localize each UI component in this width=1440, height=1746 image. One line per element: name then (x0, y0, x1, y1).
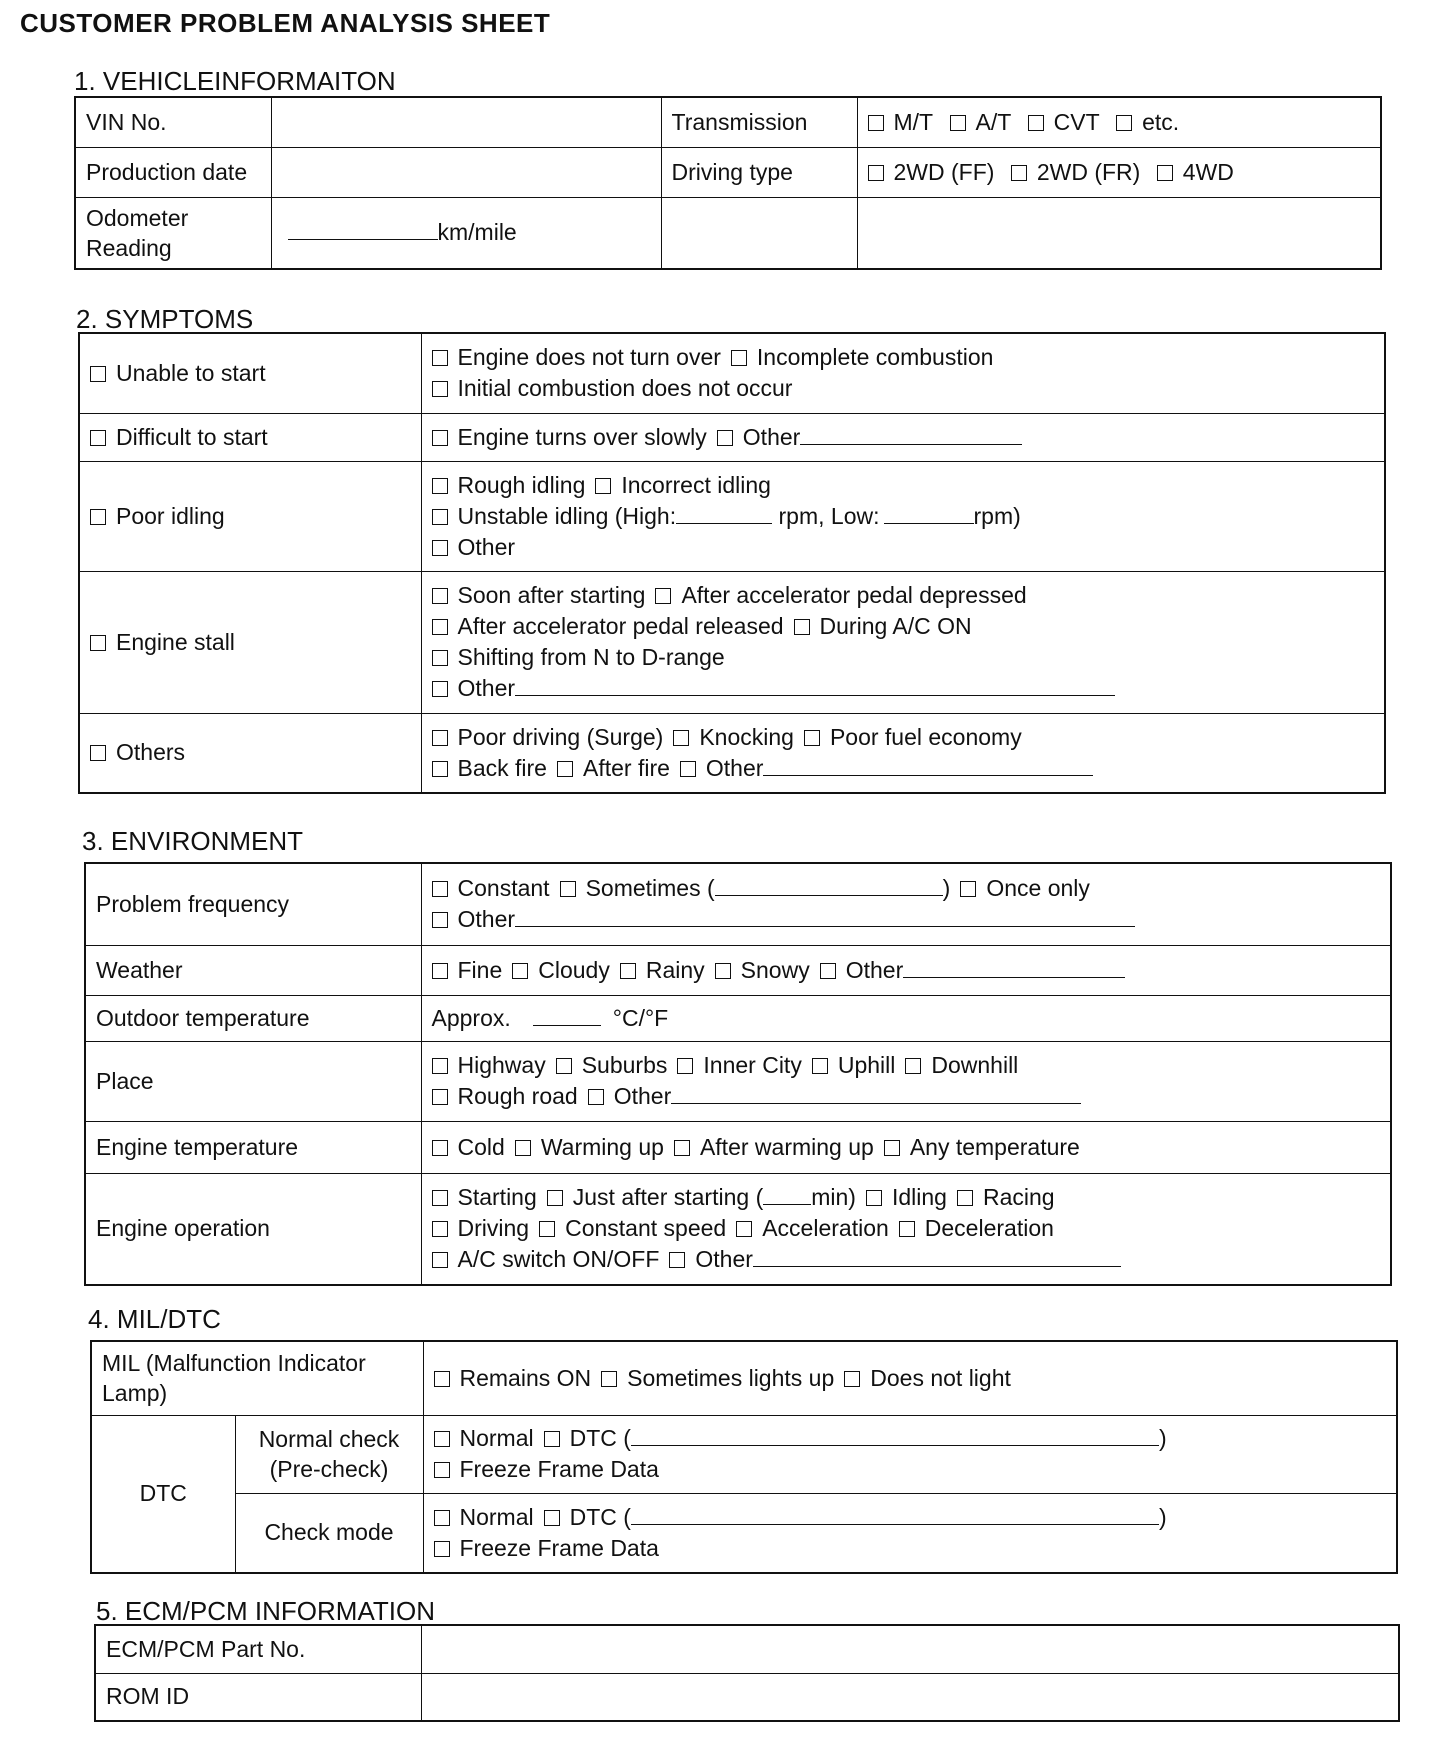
option-text: Downhill (931, 1052, 1019, 1078)
option-4wd: 4WD (1182, 158, 1234, 185)
check-mode-label: Check mode (235, 1493, 423, 1573)
symptom-options (421, 413, 1385, 461)
symptom-label (79, 413, 421, 461)
blank-line[interactable] (884, 505, 974, 524)
checkbox[interactable] (434, 1541, 450, 1557)
check-mode-options (423, 1493, 1397, 1573)
option-text: Cloudy (538, 956, 610, 983)
option-text: Other (457, 906, 516, 933)
vehicle-info-table (74, 96, 1382, 270)
checkbox[interactable] (715, 963, 731, 979)
checkbox[interactable] (680, 761, 696, 777)
checkbox[interactable] (90, 430, 106, 446)
blank-line[interactable] (800, 426, 1022, 445)
symptom-row (79, 461, 1385, 571)
option-text: Racing (982, 1184, 1055, 1211)
blank-line[interactable] (715, 877, 943, 896)
option-text: Snowy (740, 956, 810, 983)
blank-line[interactable] (631, 1506, 1159, 1525)
checkbox[interactable] (560, 881, 576, 897)
checkbox[interactable] (434, 1371, 450, 1387)
checkbox[interactable] (539, 1221, 555, 1237)
odometer-label: Odometer Reading (75, 197, 271, 269)
checkbox[interactable] (736, 1221, 752, 1237)
checkbox[interactable] (557, 761, 573, 777)
rpm-close-text: rpm) (973, 502, 1021, 529)
production-row (75, 147, 1381, 197)
symptom-label (79, 333, 421, 413)
symptom-label (79, 571, 421, 713)
option-text: Other (742, 423, 801, 450)
symptom-label (79, 461, 421, 571)
option-text: Poor fuel economy (829, 723, 1022, 750)
checkbox[interactable] (432, 1089, 448, 1105)
checkbox[interactable] (1116, 115, 1132, 131)
checkbox[interactable] (432, 1058, 448, 1074)
symptom-label (79, 713, 421, 793)
page-title: CUSTOMER PROBLEM ANALYSIS SHEET (20, 8, 551, 38)
symptom-row (79, 713, 1385, 793)
checkbox[interactable] (432, 1140, 448, 1156)
symptom-row (79, 333, 1385, 413)
option-text: Other (613, 1083, 672, 1109)
checkbox[interactable] (90, 745, 106, 761)
checkbox[interactable] (90, 635, 106, 651)
blank-line[interactable] (533, 1007, 601, 1026)
option-text: Back fire (457, 754, 547, 781)
outdoor-temp-label: Outdoor temperature (85, 995, 421, 1041)
checkbox[interactable] (512, 963, 528, 979)
option-text: Sometimes lights up (627, 1364, 835, 1391)
option-text: Idling (891, 1184, 947, 1211)
option-text: Constant (457, 875, 550, 902)
checkbox[interactable] (899, 1221, 915, 1237)
option-text: Poor driving (Surge) (457, 723, 664, 750)
option-text: Highway (457, 1052, 546, 1078)
vin-label: VIN No. (75, 97, 271, 147)
checkbox[interactable] (432, 350, 448, 366)
odometer-row (75, 197, 1381, 269)
checkbox[interactable] (868, 165, 884, 181)
blank-line[interactable] (515, 677, 1115, 696)
option-text: Rough idling (457, 471, 586, 498)
checkbox[interactable] (677, 1058, 693, 1074)
option-text: Other (695, 1246, 753, 1273)
odometer-field[interactable] (271, 197, 661, 269)
place-options (421, 1041, 1391, 1121)
vin-row (75, 97, 1381, 147)
empty-cell (661, 197, 857, 269)
checkbox[interactable] (432, 1221, 448, 1237)
part-no-field[interactable] (421, 1625, 1399, 1673)
option-text: Normal (459, 1503, 534, 1530)
engine-temp-label: Engine temperature (85, 1121, 421, 1173)
option-text: Unstable idling (High: (457, 502, 677, 529)
option-text: During A/C ON (819, 613, 972, 639)
option-text: Other (705, 754, 764, 781)
outdoor-temp-value (421, 995, 1391, 1041)
option-text: Fine (457, 956, 503, 983)
frequency-options (421, 863, 1391, 945)
symptoms-table (78, 332, 1386, 794)
checkbox[interactable] (434, 1462, 450, 1478)
option-cvt: CVT (1053, 108, 1100, 135)
symptom-others: Others (116, 739, 186, 766)
option-text: Constant speed (565, 1215, 727, 1242)
option-text: Rainy (645, 956, 705, 983)
checkbox[interactable] (957, 1190, 973, 1206)
section-heading-symptoms: 2. SYMPTOMS (76, 304, 254, 334)
blank-line[interactable] (753, 1248, 1121, 1267)
option-text: A/C switch ON/OFF (457, 1246, 660, 1273)
option-text: Knocking (699, 723, 794, 750)
option-text: Soon after starting (457, 582, 646, 608)
option-text: Other (845, 956, 904, 983)
symptom-options (421, 713, 1385, 793)
checkbox[interactable] (432, 912, 448, 928)
checkbox[interactable] (588, 1089, 604, 1105)
option-text: Once only (986, 875, 1090, 902)
option-etc: etc. (1142, 108, 1180, 135)
part-no-row (95, 1625, 1399, 1673)
option-text: After warming up (699, 1133, 874, 1160)
checkbox[interactable] (673, 730, 689, 746)
checkbox[interactable] (544, 1431, 560, 1447)
part-no-label: ECM/PCM Part No. (95, 1625, 421, 1673)
temp-unit: °C/°F (612, 1004, 669, 1031)
option-text: Sometimes ( (585, 875, 715, 902)
symptom-difficult-to-start: Difficult to start (116, 423, 268, 450)
ecm-pcm-table (94, 1624, 1400, 1722)
checkbox[interactable] (90, 509, 106, 525)
checkbox[interactable] (434, 1431, 450, 1447)
option-text: After fire (582, 754, 670, 781)
option-text: Other (457, 675, 516, 701)
checkbox[interactable] (868, 115, 884, 131)
section-heading-ecm-pcm: 5. ECM/PCM INFORMATION (96, 1596, 435, 1626)
checkbox[interactable] (556, 1058, 572, 1074)
checkbox[interactable] (674, 1140, 690, 1156)
option-text: Freeze Frame Data (459, 1534, 659, 1561)
blank-line[interactable] (763, 757, 1093, 776)
checkbox[interactable] (595, 478, 611, 494)
option-text: Rough road (457, 1083, 578, 1109)
normal-check-label: Normal check (Pre-check) (235, 1415, 423, 1493)
weather-label: Weather (85, 945, 421, 995)
option-text: Uphill (837, 1052, 896, 1078)
checkbox[interactable] (515, 1140, 531, 1156)
checkbox[interactable] (812, 1058, 828, 1074)
option-text: Deceleration (924, 1215, 1054, 1242)
checkbox[interactable] (1028, 115, 1044, 131)
option-text: Acceleration (762, 1215, 889, 1242)
checkbox[interactable] (432, 650, 448, 666)
vin-field[interactable] (271, 97, 661, 147)
symptom-options (421, 571, 1385, 713)
checkbox[interactable] (717, 430, 733, 446)
driving-type-options (857, 147, 1381, 197)
checkbox[interactable] (90, 366, 106, 382)
option-text: DTC ( (569, 1503, 631, 1530)
option-text: Inner City (703, 1052, 802, 1078)
engine-op-row (85, 1173, 1391, 1285)
symptom-options (421, 333, 1385, 413)
section-heading-vehicle: 1. VEHICLEINFORMAITON (74, 66, 396, 96)
option-text: After accelerator pedal depressed (681, 582, 1027, 608)
checkbox[interactable] (1011, 165, 1027, 181)
option-text: ) (1158, 1503, 1167, 1530)
checkbox[interactable] (884, 1140, 900, 1156)
engine-op-options (421, 1173, 1391, 1285)
option-text: ) (942, 875, 951, 902)
checkbox[interactable] (432, 381, 448, 397)
option-text: Initial combustion does not occur (457, 375, 793, 402)
mil-label: MIL (Malfunction Indicator Lamp) (91, 1341, 423, 1415)
frequency-label: Problem frequency (85, 863, 421, 945)
checkbox[interactable] (960, 881, 976, 897)
mil-row (91, 1341, 1397, 1415)
option-text: Any temperature (909, 1133, 1080, 1160)
option-text: Remains ON (459, 1364, 592, 1391)
option-text: DTC ( (569, 1425, 631, 1451)
checkbox[interactable] (432, 963, 448, 979)
outdoor-temp-row (85, 995, 1391, 1041)
engine-op-label: Engine operation (85, 1173, 421, 1285)
symptom-unable-to-start: Unable to start (116, 359, 266, 386)
checkbox[interactable] (434, 1510, 450, 1526)
engine-temp-options (421, 1121, 1391, 1173)
approx-text: Approx. (431, 1004, 511, 1031)
symptom-row (79, 571, 1385, 713)
checkbox[interactable] (804, 730, 820, 746)
environment-table (84, 862, 1392, 1286)
checkbox[interactable] (655, 588, 671, 604)
checkbox[interactable] (432, 681, 448, 697)
section-heading-environment: 3. ENVIRONMENT (82, 826, 304, 856)
option-text: After accelerator pedal released (457, 613, 784, 639)
option-text: Shifting from N to D-range (457, 644, 725, 670)
symptom-engine-stall: Engine stall (116, 628, 235, 655)
checkbox[interactable] (1157, 165, 1173, 181)
normal-check-options (423, 1415, 1397, 1493)
rom-id-label: ROM ID (95, 1673, 421, 1721)
mil-options (423, 1341, 1397, 1415)
transmission-label: Transmission (661, 97, 857, 147)
weather-options (421, 945, 1391, 995)
checkbox[interactable] (905, 1058, 921, 1074)
option-mt: M/T (893, 108, 934, 135)
option-text: Incomplete combustion (756, 344, 994, 371)
blank-line[interactable] (903, 959, 1125, 978)
checkbox[interactable] (432, 730, 448, 746)
option-text: Normal (459, 1425, 534, 1451)
dtc-label: DTC (91, 1415, 235, 1573)
option-text: min) (811, 1184, 856, 1211)
option-text: Engine turns over slowly (457, 423, 707, 450)
checkbox[interactable] (669, 1252, 685, 1268)
driving-type-label: Driving type (661, 147, 857, 197)
checkbox[interactable] (432, 881, 448, 897)
option-at: A/T (975, 108, 1012, 135)
option-text: Driving (457, 1215, 530, 1242)
engine-temp-row (85, 1121, 1391, 1173)
symptom-row (79, 413, 1385, 461)
blank-line[interactable] (631, 1427, 1159, 1446)
checkbox[interactable] (432, 430, 448, 446)
checkbox[interactable] (731, 350, 747, 366)
checkbox[interactable] (544, 1510, 560, 1526)
option-text: Incorrect idling (621, 471, 771, 498)
checkbox[interactable] (432, 1190, 448, 1206)
rom-id-row (95, 1673, 1399, 1721)
checkbox[interactable] (432, 588, 448, 604)
option-text: Does not light (870, 1364, 1011, 1391)
rpm-low-text: rpm, Low: (778, 502, 880, 529)
rom-id-field[interactable] (421, 1673, 1399, 1721)
checkbox[interactable] (432, 1252, 448, 1268)
checkbox[interactable] (432, 761, 448, 777)
section-heading-mil-dtc: 4. MIL/DTC (88, 1304, 221, 1334)
blank-line[interactable] (763, 1186, 811, 1205)
frequency-row (85, 863, 1391, 945)
blank-line[interactable] (515, 908, 1135, 927)
option-text: Cold (457, 1133, 505, 1160)
symptom-poor-idling: Poor idling (116, 502, 225, 529)
option-2wd-fr: 2WD (FR) (1036, 158, 1141, 185)
weather-row (85, 945, 1391, 995)
checkbox[interactable] (601, 1371, 617, 1387)
production-label: Production date (75, 147, 271, 197)
option-text: Other (457, 533, 516, 560)
checkbox[interactable] (950, 115, 966, 131)
option-text: ) (1158, 1425, 1167, 1451)
check-mode-row (91, 1493, 1397, 1573)
checkbox[interactable] (866, 1190, 882, 1206)
checkbox[interactable] (794, 619, 810, 635)
place-row (85, 1041, 1391, 1121)
checkbox[interactable] (432, 619, 448, 635)
checkbox[interactable] (547, 1190, 563, 1206)
transmission-options (857, 97, 1381, 147)
checkbox[interactable] (620, 963, 636, 979)
checkbox[interactable] (432, 540, 448, 556)
checkbox[interactable] (844, 1371, 860, 1387)
blank-line[interactable] (671, 1085, 1081, 1104)
checkbox[interactable] (432, 509, 448, 525)
blank-line[interactable] (676, 505, 772, 524)
normal-check-row (91, 1415, 1397, 1493)
checkbox[interactable] (820, 963, 836, 979)
place-label: Place (85, 1041, 421, 1121)
option-text: Starting (457, 1184, 537, 1211)
option-text: Suburbs (581, 1052, 668, 1078)
option-text: Just after starting ( (572, 1184, 764, 1211)
option-text: Warming up (540, 1133, 664, 1160)
checkbox[interactable] (432, 478, 448, 494)
option-text: Engine does not turn over (457, 344, 721, 371)
symptom-options (421, 461, 1385, 571)
production-field[interactable] (271, 147, 661, 197)
option-text: Freeze Frame Data (459, 1456, 659, 1482)
odometer-unit: km/mile (437, 219, 517, 246)
mil-dtc-table (90, 1340, 1398, 1574)
empty-cell (857, 197, 1381, 269)
option-2wd-ff: 2WD (FF) (893, 158, 995, 185)
